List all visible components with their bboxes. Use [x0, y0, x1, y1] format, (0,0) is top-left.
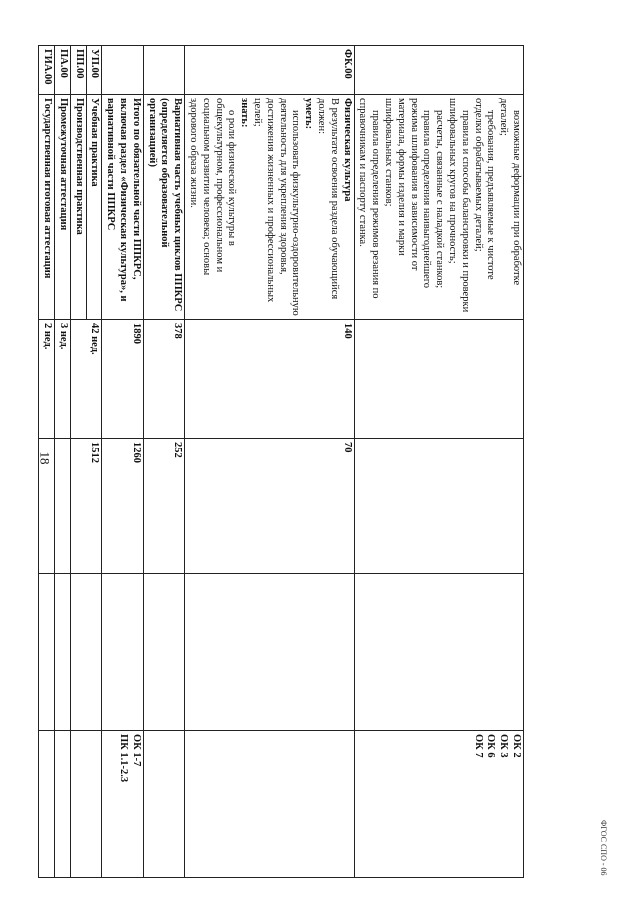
section-intro: В результате освоения раздела обучающийся должен: — [316, 98, 340, 300]
row-index-cell — [354, 46, 523, 95]
section-title: Производственная практика — [70, 95, 86, 320]
competence-cell — [143, 731, 184, 878]
weeks-cell: 3 нед. — [55, 320, 71, 439]
umet-text: использовать физкультурно-оздоровительную деятельность для укрепления здоровья, достижения жизненных и профессиональных целей; — [252, 98, 302, 316]
hours-cell — [39, 439, 55, 574]
section-title: Итого по обязательной части ППКРС, включая раздел «Физическая культура», и вариативной части ППКРС — [102, 95, 143, 320]
knowledge-line: правила определения режимов резания по справочникам и паспорту станка. — [357, 98, 382, 299]
discipline-cell — [143, 574, 184, 731]
competence-cell — [102, 731, 143, 878]
discipline-cell — [70, 574, 102, 731]
row-index-cell — [102, 46, 143, 95]
competence-cell — [185, 731, 354, 878]
competence-code: ОК 1-7 — [130, 734, 142, 767]
knowledge-cell — [354, 95, 523, 320]
section-title: Государственная итоговая аттестация — [39, 95, 55, 320]
max-load-cell: 378 — [143, 320, 184, 439]
competence-cell — [354, 731, 523, 878]
knowledge-line: правила и способы балансировки и проверки шлифовальных кругов на прочность; — [447, 98, 471, 313]
section-title: Промежуточная аттестация — [55, 95, 71, 320]
hours-cell: 1260 — [102, 439, 143, 574]
weeks-cell: 42 нед. — [70, 320, 102, 439]
znat-label: знать: — [239, 98, 251, 128]
weeks-cell: 2 нед. — [39, 320, 55, 439]
knowledge-line: расчеты, связанные с наладкой станков; — [434, 110, 446, 289]
section-title: Вариативная часть учебных циклов ППКРС (определяется образовательной организацией) — [143, 95, 184, 320]
row-index-cell: УП.00 — [86, 46, 102, 95]
discipline-cell — [185, 574, 354, 731]
znat-text: о роли физической культуры в общекультурном, профессиональном и социальном развитии человека; основы здорового образа жизни. — [188, 98, 238, 276]
hours-cell: 252 — [143, 439, 184, 574]
competence-cell — [55, 731, 71, 878]
table-row — [55, 46, 71, 878]
discipline-cell — [39, 574, 55, 731]
max-load-cell: 1890 — [102, 320, 143, 439]
table-row — [143, 46, 184, 878]
competence-cell — [70, 731, 102, 878]
discipline-cell — [55, 574, 71, 731]
competence-code: ОК 6 — [485, 734, 497, 758]
competence-code: ОК 2 — [511, 734, 522, 758]
discipline-cell — [354, 574, 523, 731]
table-row — [86, 46, 102, 878]
competence-code: ОК 3 — [498, 734, 510, 758]
table-row — [39, 46, 55, 878]
knowledge-cell — [185, 95, 354, 320]
hours-cell: 1512 — [70, 439, 102, 574]
umet-label: уметь: — [303, 98, 315, 130]
discipline-cell — [102, 574, 143, 731]
row-index-cell: ПА.00 — [55, 46, 71, 95]
knowledge-line: возможные деформации при обработке деталей; — [498, 98, 522, 286]
competence-cell — [39, 731, 55, 878]
competence-code: ПК 1.1-2.3 — [118, 734, 130, 783]
rotated-page — [42, 45, 524, 835]
section-title: Учебная практика — [86, 95, 102, 320]
row-index-cell: ПП.00 — [70, 46, 86, 95]
row-index-cell: ФК.00 — [185, 46, 354, 95]
hours-cell — [354, 439, 523, 574]
competence-code: ОК 7 — [472, 734, 484, 758]
max-load-cell: 140 — [185, 320, 354, 439]
footer-label: ФГОС СПО - 06 — [599, 820, 608, 876]
knowledge-line: правила определения наивыгоднейшего режима шлифования в зависимости от материала, формы изделия и марки шлифовальных станков; — [383, 98, 433, 289]
row-index-cell: ГИА.00 — [39, 46, 55, 95]
knowledge-line: требования, предъявляемые к чистоте отделки обрабатываемых деталей; — [472, 98, 497, 280]
table-row — [354, 46, 523, 878]
section-title: Физическая культура — [341, 98, 353, 202]
hours-cell — [55, 439, 71, 574]
hours-cell: 70 — [185, 439, 354, 574]
page-number: 18 — [37, 451, 53, 465]
max-load-cell — [354, 320, 523, 439]
curriculum-table — [38, 45, 524, 878]
table-row — [102, 46, 143, 878]
row-index-cell — [143, 46, 184, 95]
table-row — [185, 46, 354, 878]
